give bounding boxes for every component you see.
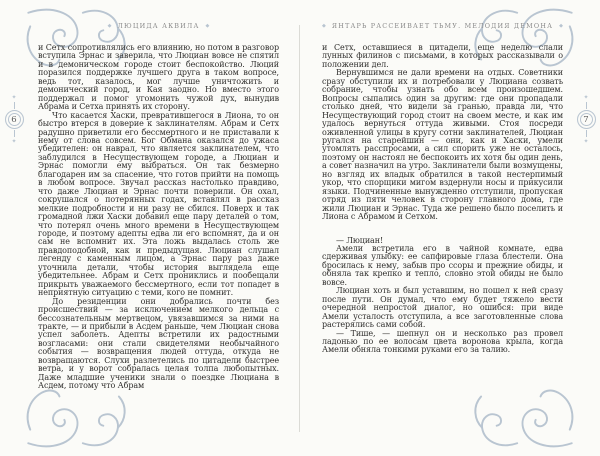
- paragraph: Амели встретила его в чайной комнате, едва сдерживая улыбку: ее сапфировые глаза блестели. Она бросилась к нему, забыв про ссоры и прежние обиды, и обняла так крепко и тепло, словно этой обиды не было вовсе.: [322, 243, 563, 287]
- paragraph: и Сетх, оставшиеся в цитадели, еще неделю слали лунных филинов с письмами, в которых рассказывали о положении дел.: [322, 44, 563, 69]
- right-running-head: [322, 22, 563, 30]
- page-number-left: 6: [11, 114, 17, 125]
- diamond-separator-icon: ◆: [205, 22, 210, 29]
- pendant-tassel-icon: ✦: [583, 138, 589, 145]
- left-text-column: [38, 44, 279, 434]
- pendant-cord: [586, 130, 587, 137]
- pendant-knot-icon: ✦: [11, 94, 17, 101]
- dialogue-paragraph: — Люциан!: [336, 235, 384, 245]
- pendant-cord: [586, 102, 587, 109]
- pendant-cord: [14, 102, 15, 109]
- pendant-knot-icon: ✦: [583, 94, 589, 101]
- diamond-separator-icon: ◆: [321, 22, 326, 29]
- pendant-cord: [14, 130, 15, 137]
- author-header: ЛЮЦИДА АКВИЛА: [117, 22, 200, 30]
- diamond-separator-icon: ◆: [559, 22, 564, 29]
- dialogue-paragraph: — Тише, — шепнул он и несколько раз провел ладонью по ее волосам цвета воронова крыла, когда Амели обняла тонкими руками его за талию.: [322, 328, 563, 355]
- left-running-head: [38, 22, 279, 30]
- book-title-header: ЯНТАРЬ РАССЕИВАЕТ ТЬМУ. МЕЛОДИЯ ДЕМОНА: [331, 22, 554, 30]
- paragraph: Люциан хоть и был уставшим, но пошел к ней сразу после пути. Он думал, что ему будет тяжело вести очередной непростой диалог, но ошибся: при виде Амели усталость отступила, а все заготовленные слова растерялись сами собой.: [322, 286, 563, 330]
- page-number-medallion-left: [3, 94, 25, 145]
- paragraph: и Сетх сопротивлялись его влиянию, но потом в разговор вступила Эрнас и заверила, что Люциан вовсе не спятил и в демоническом городе стоит беспокойство. Люций поразился поддержке лучшего друга в таком вопросе, ведь тот, казалось, мог лучше уничтожить и демонический город, и Кая заодно. Но вместо этого поддержал и помог угомонить чужой дух, вынудив Абрама и Сетха принять их сторону.: [38, 44, 279, 112]
- paragraph: Что касается Хаски, превратившегося в Лиона, то он быстро втерся в доверие к заклинателям. Абрам и Сетх радушно приветили его бессмертного и не приставали к нему от слова совсем. Бог Обмана оказался до ужаса убедителен: он наврал, что является заклинателем, что заблудился в Несуществующем городе, а Люциан и Эрнас помогли ему выбраться. Он так безмерно благодарен им за спасение, что готов прийти на помощь в любом вопросе. Звучал рассказ настолько правдиво, что даже Люциан и Эрнас почти поверили. Он охал, сокрушался о потерянных годах, вставлял в рассказ мелкие подробности и ни разу не сбился. Поверх и так громадной лжи Хаски добавил еще пару деталей о том, что потерял очень много времени в Несуществующем городе, и поэтому адепты едва ли его вспомнят, да и он сам не вспомнит их. Эта ложь выдалась столь же правдоподобной, как и предыдущая. Люциан слушал легенду с каменным лицом, а Эрнас пару раз даже уточнила детали, чтобы история выглядела еще убедительнее. Абрам и Сетх прониклись и пообещали прикрыть уважаемого бессмертного, если тот попадет в неприятную ситуацию с теми, кого не помнит.: [38, 110, 279, 298]
- right-text-column: [322, 44, 563, 434]
- paragraph: До резиденции они добрались почти без происшествий — за исключением мелкого дельца с бессознательным мертвецом, увязавшимся за ними на тракте, — и прибыли в Асдем раньше, чем Люциан снова успел заболеть. Адепты встретили их радостными возгласами: они стали свидетелями необычайного события — возвращения людей оттуда, откуда не возвращаются. Слухи разлетелись по цитадели быстрее ветра, и у ворот собралась целая толпа любопытных. Даже младшие ученики знали о поездке Люциана в Асдем, потому что Абрам: [38, 296, 279, 391]
- page-number-ring: [577, 110, 596, 129]
- paragraph: Вернувшимся не дали времени на отдых. Советники сразу обступили их и потребовали у Люциана созвать собрание, чтобы узнать обо всем произошедшем. Вопросы сыпались один за другим: где они пропадали столько дней, что видели за гранью, правда ли, что Несуществующий город стоит на своем месте, и как им удалось вернуться оттуда живыми. Стоя посреди оживленной улицы в кругу сотни заклинателей, Люциан ругался на старейшин — они, как и Хаски, умели утомлять расспросами, а сил спорить уже не осталось, поэтому он настоял не беспокоить их хотя бы один день, а совет назначил на утро. Заклинатели были возмущены, но взгляд их владык обратился в такой нестерпимый укор, что спорщики мигом вздернули носы и прикусили языки. Подчиненные вынужденно отступили, пропуская отряд из пяти человек в сторону главного дома, где жили Люциан и Эрнас. Туда же решено было поселить и Лиона с Абрамом и Сетхом.: [322, 68, 563, 222]
- page-number-medallion-right: [575, 94, 597, 145]
- page-number-ring: [5, 110, 24, 129]
- diamond-separator-icon: ◆: [107, 22, 112, 29]
- page-gutter-divider: [299, 25, 300, 432]
- pendant-tassel-icon: ✦: [11, 138, 17, 145]
- page-number-right: 7: [583, 114, 589, 125]
